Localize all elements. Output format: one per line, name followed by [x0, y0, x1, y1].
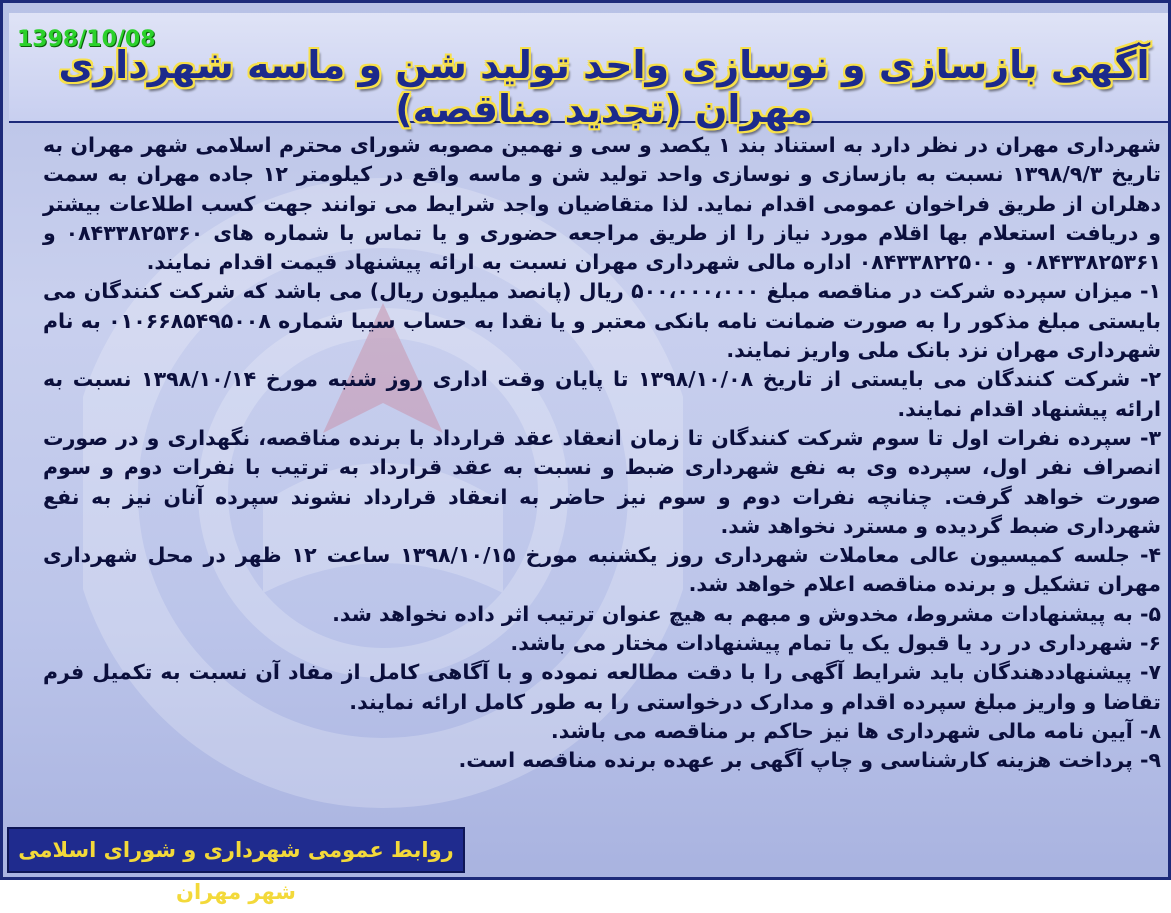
announcement-body [43, 131, 1161, 776]
clause-item: ۴- جلسه کمیسیون عالی معاملات شهرداری روز یکشنبه مورخ ۱۳۹۸/۱۰/۱۵ ساعت ۱۲ ظهر در محل شهرداری مهران تشکیل و برنده مناقصه اعلام خواهد شد. [43, 543, 1162, 597]
intro-paragraph: شهرداری مهران در نظر دارد به استناد بند ۱ یکصد و سی و نهمین مصوبه شورای محترم اسلامی شهر مهران به تاریخ ۱۳۹۸/۹/۳ نسبت به بازسازی و نوسازی واحد تولید شن و ماسه واقع در کیلومتر ۱۲ جاده مهران به سمت دهلران از طریق فراخوان عمومی اقدام نماید. لذا متقاضیان واجد شرایط می توانند جهت کسب اطلاعات بیشتر و دریافت استعلام بها اقلام مورد نیاز را از طریق مراجعه حضوری و یا تماس با شماره های ۰۸۴۳۳۸۲۵۳۶۰ و ۰۸۴۳۳۸۲۵۳۶۱ و ۰۸۴۳۳۸۲۲۵۰۰ اداره مالی شهرداری مهران نسبت به ارائه پیشنهاد قیمت اقدام نمایند. [43, 133, 1161, 275]
page-title: آگهی بازسازی و نوسازی واحد تولید شن و ماسه شهرداری مهران (تجدید مناقصه) [58, 43, 1150, 131]
clause-item: ۸- آیین نامه مالی شهرداری ها نیز حاکم بر مناقصه می باشد. [550, 718, 1161, 743]
header-banner [9, 13, 1168, 131]
publish-date: 1398/10/08 [17, 27, 156, 52]
clause-item: ۵- به پیشنهادات مشروط، مخدوش و مبهم به هیچ عنوان ترتیب اثر داده نخواهد شد. [332, 601, 1161, 626]
clause-item: ۹- پرداخت هزینه کارشناسی و چاپ آگهی بر عهده برنده مناقصه است. [458, 748, 1161, 773]
clause-item: ۳- سپرده نفرات اول تا سوم شرکت کنندگان تا زمان انعقاد عقد قرارداد با برنده مناقصه، نگهداری و در صورت انصراف نفر اول، سپرده وی به نفع شهرداری ضبط و نسبت به عقد قرارداد به ترتیب با نفرات دوم و سوم صورت خواهد گرفت. چنانچه نفرات دوم و سوم نیز حاضر به انعقاد قرارداد نشوند سپرده آنان نیز به نفع شهرداری ضبط گردیده و مسترد نخواهد شد. [43, 425, 1161, 538]
clause-item: ۲- شرکت کنندگان می بایستی از تاریخ ۱۳۹۸/۱۰/۰۸ تا پایان وقت اداری روز شنبه مورخ ۱۳۹۸/۱۰/۱۴ نسبت به ارائه پیشنهاد اقدام نمایند. [43, 367, 1162, 421]
public-relations-signature: روابط عمومی شهرداری و شورای اسلامی شهر مهران [7, 827, 465, 873]
clause-item: ۱- میزان سپرده شرکت در مناقصه مبلغ ۵۰۰،۰۰۰،۰۰۰ ریال (پانصد میلیون ریال) می باشد که شرکت کنندگان می بایستی مبلغ مذکور را به صورت ضمانت نامه بانکی معتبر و یا نقدا به حساب سیبا شماره ۰۱۰۶۶۸۵۴۹۵۰۰۸ به نام شهرداری مهران نزد بانک ملی واریز نمایند. [43, 279, 1162, 363]
clause-item: ۶- شهرداری در رد یا قبول یک یا تمام پیشنهادات مختار می باشد. [510, 631, 1161, 656]
clause-item: ۷- پیشنهاددهندگان باید شرایط آگهی را با دقت مطالعه نموده و با آگاهی کامل از مفاد آن نسبت به تکمیل فرم تقاضا و واریز مبلغ سپرده اقدام و مدارک درخواستی را به طور کامل ارائه نمایند. [43, 660, 1161, 714]
